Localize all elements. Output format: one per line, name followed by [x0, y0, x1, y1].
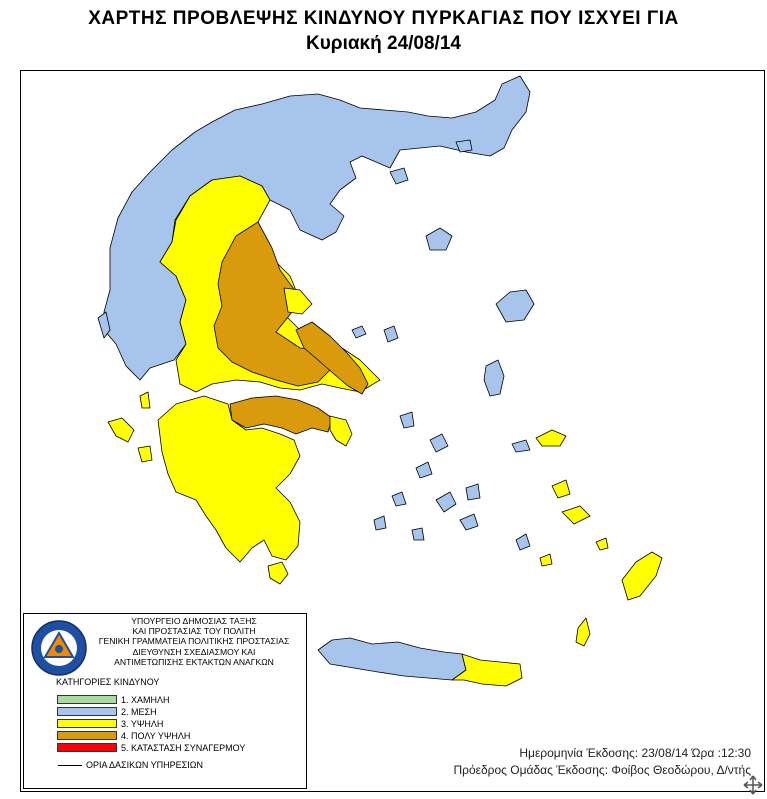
- region-kos: [562, 506, 590, 524]
- issue-date-line: Ημερομηνία Έκδοσης: 23/08/14 Ώρα :12:30: [519, 746, 751, 760]
- ministry-text: [82, 616, 306, 667]
- ministry-line: ΑΝΤΙΜΕΤΩΠΙΣΗΣ ΕΚΤΑΚΤΩΝ ΑΝΑΓΚΩΝ: [114, 656, 274, 667]
- region-dodecanese-3: [540, 554, 552, 566]
- map-date: Κυριακή 24/08/14: [306, 33, 461, 54]
- region-chios: [484, 360, 504, 396]
- region-attica: [230, 396, 332, 434]
- region-cyclades-2: [430, 434, 448, 452]
- boundary-line-sample: [58, 765, 82, 766]
- region-dodecanese-1: [552, 480, 570, 498]
- region-magnesia: [284, 288, 312, 314]
- swatch-high: [57, 719, 117, 728]
- region-karpathos: [576, 618, 590, 646]
- swatch-very-high: [57, 731, 117, 740]
- swatch-alarm: [57, 743, 117, 752]
- region-skyros: [384, 326, 398, 342]
- region-kythira: [268, 562, 288, 584]
- region-zakynthos: [138, 446, 152, 462]
- region-cyclades-7: [460, 514, 478, 530]
- region-dodecanese-2: [596, 538, 608, 550]
- region-kefalonia: [108, 418, 134, 442]
- region-ikaria: [512, 440, 530, 452]
- issue-info: [453, 745, 751, 779]
- region-thessaly-east: [214, 222, 330, 386]
- region-skiathos-group: [352, 326, 366, 338]
- region-cyclades-8: [412, 528, 424, 540]
- category-very-high-label: 4. ΠΟΛΥ ΥΨΗΛΗ: [121, 731, 191, 741]
- categories-title: ΚΑΤΗΓΟΡΙΕΣ ΚΙΝΔΥΝΟΥ: [56, 677, 160, 687]
- swatch-medium: [57, 707, 117, 716]
- region-cyclades-10: [516, 534, 530, 550]
- resize-grip-icon[interactable]: [741, 773, 765, 797]
- category-alarm-label: 5. ΚΑΤΑΣΤΑΣΗ ΣΥΝΑΓΕΡΜΟΥ: [121, 743, 246, 753]
- region-samos: [536, 430, 566, 446]
- region-cyclades-5: [466, 484, 480, 500]
- category-low-label: 1. ΧΑΜΗΛΗ: [121, 695, 170, 705]
- region-cyclades-1: [400, 412, 414, 428]
- region-lefkada: [140, 392, 150, 408]
- category-high-label: 3. ΥΨΗΛΗ: [121, 719, 164, 729]
- region-lesvos: [496, 290, 534, 322]
- ministry-line: ΓΕΝΙΚΗ ΓΡΑΜΜΑΤΕΙΑ ΠΟΛΙΤΙΚΗΣ ΠΡΟΣΤΑΣΙΑΣ: [98, 636, 290, 647]
- ministry-line: ΥΠΟΥΡΓΕΙΟ ΔΗΜΟΣΙΑΣ ΤΑΞΗΣ: [131, 616, 257, 626]
- region-cyclades-3: [416, 462, 432, 478]
- region-thassos: [390, 168, 408, 184]
- region-attica-south: [330, 416, 352, 446]
- region-rhodes: [622, 552, 662, 600]
- region-crete-west: [318, 638, 466, 680]
- region-cyclades-6: [392, 492, 406, 506]
- swatch-low: [57, 695, 117, 704]
- legend-box: [23, 613, 307, 789]
- category-medium-label: 2. ΜΕΣΗ: [121, 707, 157, 717]
- map-title: ΧΑΡΤΗΣ ΠΡΟΒΛΕΨΗΣ ΚΙΝΔΥΝΟΥ ΠΥΡΚΑΓΙΑΣ ΠΟΥ ΙΣΧΥΕΙ ΓΙΑ: [88, 8, 679, 29]
- issue-team-line: Πρόεδρος Ομάδας Έκδοσης: Φοίβος Θεοδώρου, Δ/ντής: [453, 763, 751, 777]
- ministry-line: ΔΙΕΥΘΥΝΣΗ ΣΧΕΔΙΑΣΜΟΥ ΚΑΙ: [132, 646, 256, 657]
- region-lemnos: [426, 228, 452, 250]
- region-cyclades-4: [436, 492, 456, 512]
- region-cyclades-9: [374, 516, 386, 530]
- ministry-line: ΚΑΙ ΠΡΟΣΤΑΣΙΑΣ ΤΟΥ ΠΟΛΙΤΗ: [132, 626, 256, 637]
- boundary-label: ΟΡΙΑ ΔΑΣΙΚΩΝ ΥΠΗΡΕΣΙΩΝ: [86, 760, 203, 770]
